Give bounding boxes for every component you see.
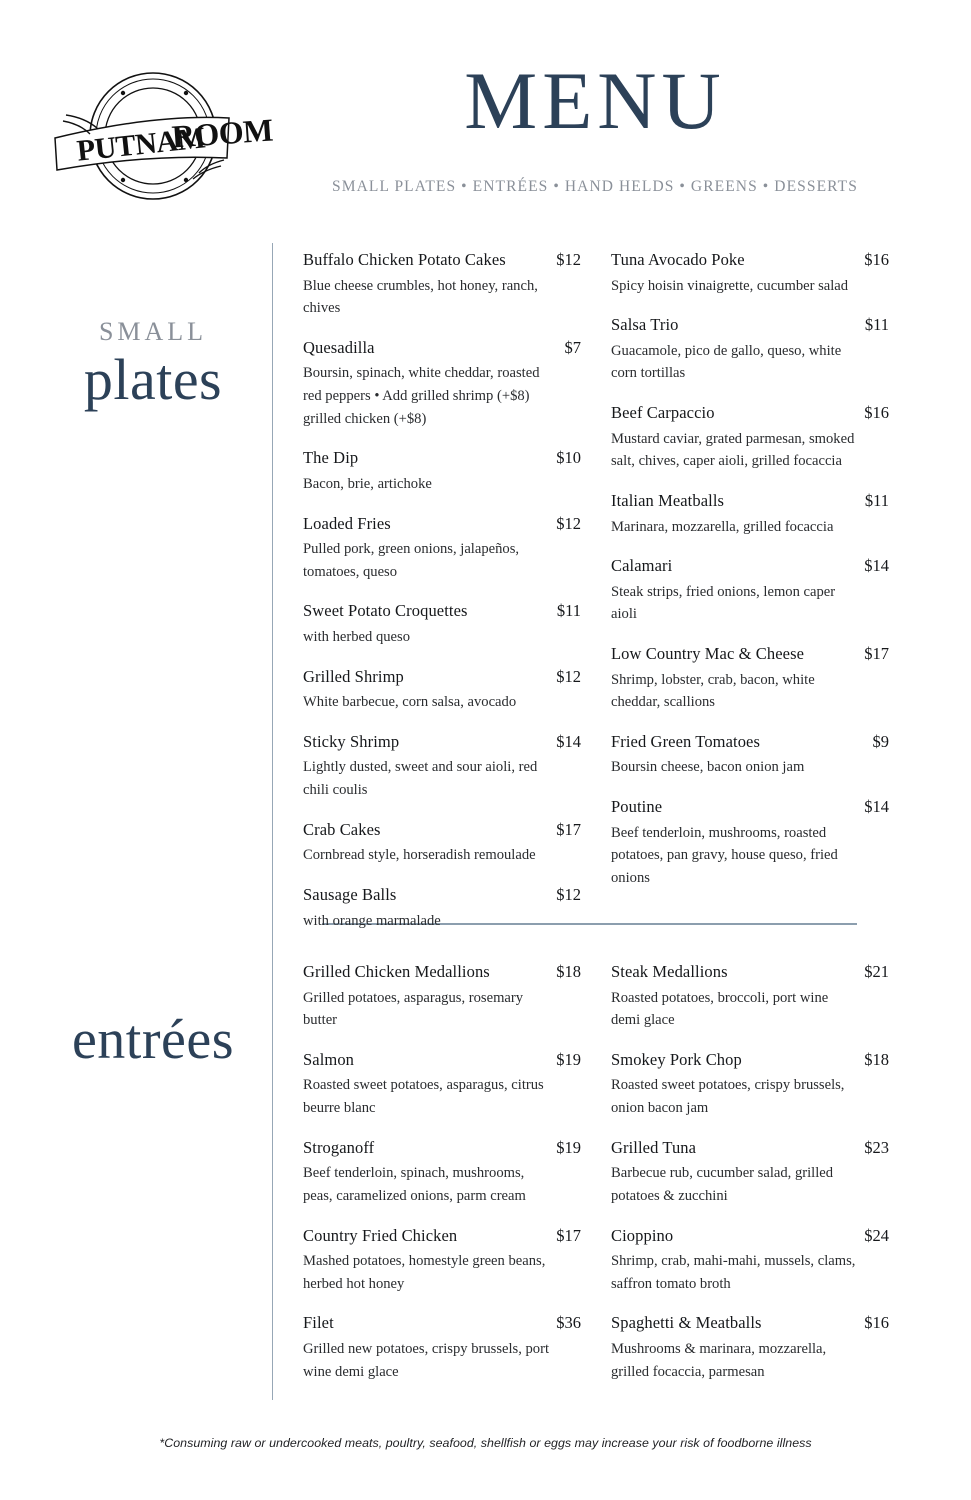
- menu-item-header: [611, 732, 889, 753]
- menu-item: [611, 797, 889, 889]
- menu-item-description: Shrimp, crab, mahi-mahi, mussels, clams, saffron tomato broth: [611, 1253, 856, 1292]
- section-eyebrow: SMALL: [98, 317, 208, 346]
- menu-item: [303, 667, 581, 714]
- menu-item-header: [303, 448, 581, 469]
- menu-item-header: [611, 797, 889, 818]
- menu-item-name: The Dip: [303, 448, 359, 468]
- menu-item: [303, 732, 581, 802]
- menu-item-price: $16: [864, 403, 889, 423]
- menu-item-name: Salsa Trio: [611, 315, 679, 335]
- menu-item-description: Lightly dusted, sweet and sour aioli, red chili coulis: [303, 759, 538, 799]
- menu-item-description: Pulled pork, green onions, jalapeños, tomatoes, queso: [303, 541, 520, 580]
- logo-text-putnam: PUTNAM: [75, 121, 207, 168]
- logo-text-room: ROOM: [170, 111, 274, 155]
- menu-item-description: Grilled potatoes, asparagus, rosemary butter: [303, 989, 524, 1029]
- menu-item: [611, 1050, 889, 1120]
- menu-header: [0, 0, 971, 232]
- menu-item-description: Roasted sweet potatoes, asparagus, citrus beurre blanc: [303, 1077, 544, 1117]
- menu-item-header: [303, 1050, 581, 1071]
- menu-item: [303, 601, 581, 648]
- menu-item-header: [303, 885, 581, 906]
- footer-disclaimer: *Consuming raw or undercooked meats, poultry, seafood, shellfish or eggs may increase your risk of foodborne illness: [159, 1436, 812, 1450]
- menu-item-description: Beef tenderloin, spinach, mushrooms, peas, caramelized onions, parm cream: [303, 1165, 526, 1204]
- menu-item-header: [303, 732, 581, 753]
- section-label-small-plates: [28, 318, 278, 413]
- menu-item-price: $12: [556, 666, 581, 686]
- menu-item-price: $36: [556, 1313, 581, 1333]
- menu-item-name: Poutine: [611, 797, 663, 817]
- menu-item-name: Grilled Shrimp: [303, 666, 404, 686]
- menu-item-description: Mushrooms & marinara, mozzarella, grilled focaccia, parmesan: [611, 1341, 827, 1380]
- menu-item-description: Cornbread style, horseradish remoulade: [303, 847, 536, 864]
- menu-item-name: Sweet Potato Croquettes: [303, 601, 468, 621]
- menu-item-price: $19: [556, 1049, 581, 1069]
- menu-item-name: Quesadilla: [303, 337, 375, 357]
- menu-item-header: [611, 1050, 889, 1071]
- menu-item-name: Steak Medallions: [611, 962, 728, 981]
- menu-item-name: Buffalo Chicken Potato Cakes: [303, 250, 506, 269]
- menu-item-description: Spicy hoisin vinaigrette, cucumber salad: [611, 277, 849, 294]
- menu-item-name: Smokey Pork Chop: [611, 1049, 742, 1069]
- menu-item-name: Loaded Fries: [303, 513, 391, 533]
- menu-item: [611, 556, 889, 626]
- menu-item-header: [611, 250, 889, 271]
- menu-item-description: Marinara, mozzarella, grilled focaccia: [611, 518, 834, 535]
- menu-item-price: $11: [864, 315, 889, 335]
- menu-item-price: $17: [864, 644, 889, 663]
- menu-item: [303, 514, 581, 584]
- menu-item-price: $14: [864, 556, 889, 576]
- menu-item-price: $12: [556, 884, 581, 904]
- menu-item: [611, 962, 889, 1032]
- menu-item: [303, 338, 581, 430]
- menu-item-name: Sausage Balls: [303, 884, 397, 904]
- menu-item: [611, 1313, 889, 1383]
- menu-item-price: $11: [864, 490, 889, 510]
- menu-item-description: Barbecue rub, cucumber salad, grilled potatoes & zucchini: [611, 1165, 834, 1204]
- menu-item-header: [611, 1313, 889, 1334]
- menu-item-name: Beef Carpaccio: [611, 403, 715, 423]
- menu-item-header: [303, 820, 581, 841]
- menu-item-header: [303, 338, 581, 359]
- section-title: plates: [83, 346, 223, 412]
- menu-item-description: Bacon, brie, artichoke: [303, 475, 432, 492]
- menu-item-description: with orange marmalade: [303, 912, 441, 929]
- menu-item-header: [303, 1138, 581, 1159]
- menu-item: [303, 962, 581, 1032]
- menu-item-price: $17: [556, 1225, 581, 1245]
- menu-item-description: Roasted potatoes, broccoli, port wine demi glace: [611, 989, 829, 1029]
- menu-item: [611, 250, 889, 297]
- menu-item-name: Italian Meatballs: [611, 490, 725, 510]
- menu-item: [611, 403, 889, 473]
- page-title: MENU: [464, 55, 726, 146]
- menu-item: [611, 1138, 889, 1208]
- menu-item-header: [303, 962, 581, 983]
- menu-item-name: Salmon: [303, 1049, 355, 1069]
- menu-item-price: $12: [556, 513, 581, 533]
- menu-item-description: Boursin cheese, bacon onion jam: [611, 759, 805, 776]
- menu-item: [611, 315, 889, 385]
- menu-item-description: Steak strips, fried onions, lemon caper aioli: [611, 583, 836, 623]
- menu-item-header: [303, 514, 581, 535]
- menu-item-price: $17: [556, 819, 581, 839]
- menu-item-name: Spaghetti & Meatballs: [611, 1313, 762, 1333]
- menu-item-header: [303, 250, 581, 271]
- menu-item-price: $11: [556, 601, 581, 621]
- menu-item-price: $23: [864, 1137, 889, 1157]
- entrees-column-right: [611, 962, 889, 1383]
- menu-item-price: $12: [556, 250, 581, 269]
- menu-item-name: Tuna Avocado Poke: [611, 250, 745, 269]
- menu-item: [303, 1313, 581, 1383]
- menu-item-price: $7: [564, 337, 581, 357]
- menu-item-description: Beef tenderloin, mushrooms, roasted potatoes, pan gravy, house queso, fried onions: [611, 824, 838, 886]
- logo-icon: [28, 62, 278, 212]
- menu-item-header: [611, 556, 889, 577]
- menu-item: [303, 820, 581, 867]
- menu-item-name: Crab Cakes: [303, 819, 381, 839]
- menu-item-header: [303, 601, 581, 622]
- menu-item: [303, 885, 581, 932]
- menu-item-header: [303, 667, 581, 688]
- menu-item-name: Grilled Tuna: [611, 1137, 697, 1157]
- menu-item: [303, 250, 581, 320]
- menu-item: [303, 1226, 581, 1296]
- entrees-column-left: [303, 962, 581, 1383]
- menu-item-name: Grilled Chicken Medallions: [303, 962, 490, 981]
- menu-item-name: Low Country Mac & Cheese: [611, 644, 805, 663]
- menu-item-price: $10: [556, 448, 581, 468]
- menu-item-name: Filet: [303, 1313, 334, 1333]
- menu-item-description: Blue cheese crumbles, hot honey, ranch, chives: [303, 277, 538, 317]
- menu-item-price: $14: [864, 797, 889, 817]
- section-nav-subtitle: SMALL PLATES • ENTRÉES • HAND HELDS • GREENS • DESSERTS: [332, 178, 858, 195]
- menu-item-header: [611, 315, 889, 336]
- menu-item-price: $19: [556, 1137, 581, 1157]
- small-plates-column-left: [303, 250, 581, 932]
- menu-item-price: $21: [864, 962, 889, 981]
- menu-item-price: $24: [864, 1225, 889, 1245]
- menu-item-header: [611, 962, 889, 983]
- menu-item-description: White barbecue, corn salsa, avocado: [303, 694, 517, 711]
- menu-item-header: [611, 644, 889, 665]
- menu-item-name: Stroganoff: [303, 1137, 375, 1157]
- menu-item-description: with herbed queso: [303, 629, 410, 645]
- menu-item-description: Mashed potatoes, homestyle green beans, herbed hot honey: [303, 1253, 546, 1292]
- putnam-room-logo: [28, 62, 278, 212]
- menu-item-price: $16: [864, 1313, 889, 1333]
- vertical-divider: [272, 243, 273, 1400]
- menu-item-name: Cioppino: [611, 1225, 674, 1245]
- menu-item-price: $14: [556, 731, 581, 751]
- section-title: entrées: [71, 1009, 235, 1071]
- menu-item-price: $9: [872, 731, 889, 751]
- menu-item: [303, 448, 581, 495]
- menu-item-description: Shrimp, lobster, crab, bacon, white cheddar, scallions: [611, 671, 815, 711]
- menu-item: [611, 644, 889, 714]
- menu-item-header: [303, 1226, 581, 1247]
- menu-item-header: [303, 1313, 581, 1334]
- section-label-entrees: [28, 1008, 278, 1072]
- menu-item-name: Sticky Shrimp: [303, 731, 400, 751]
- menu-item-description: Roasted sweet potatoes, crispy brussels, onion bacon jam: [611, 1077, 845, 1117]
- menu-item-price: $18: [556, 962, 581, 981]
- menu-item: [303, 1138, 581, 1208]
- menu-item-description: Mustard caviar, grated parmesan, smoked salt, chives, caper aioli, grilled focaccia: [611, 430, 855, 470]
- menu-item-description: Grilled new potatoes, crispy brussels, port wine demi glace: [303, 1341, 550, 1380]
- menu-item-description: Guacamole, pico de gallo, queso, white corn tortillas: [611, 342, 842, 382]
- menu-item-name: Calamari: [611, 556, 673, 576]
- menu-item-header: [611, 491, 889, 512]
- menu-item-header: [611, 1226, 889, 1247]
- menu-item-description: Boursin, spinach, white cheddar, roasted red peppers • Add grilled shrimp (+$8) grilled chicken (+$8): [303, 365, 540, 427]
- menu-item: [303, 1050, 581, 1120]
- menu-item-name: Country Fried Chicken: [303, 1225, 458, 1245]
- menu-item-name: Fried Green Tomatoes: [611, 731, 761, 751]
- menu-item-header: [611, 403, 889, 424]
- menu-item: [611, 1226, 889, 1296]
- menu-item: [611, 732, 889, 779]
- menu-item-price: $18: [864, 1049, 889, 1069]
- menu-item-price: $16: [864, 250, 889, 269]
- small-plates-column-right: [611, 250, 889, 890]
- menu-item: [611, 491, 889, 538]
- menu-item-header: [611, 1138, 889, 1159]
